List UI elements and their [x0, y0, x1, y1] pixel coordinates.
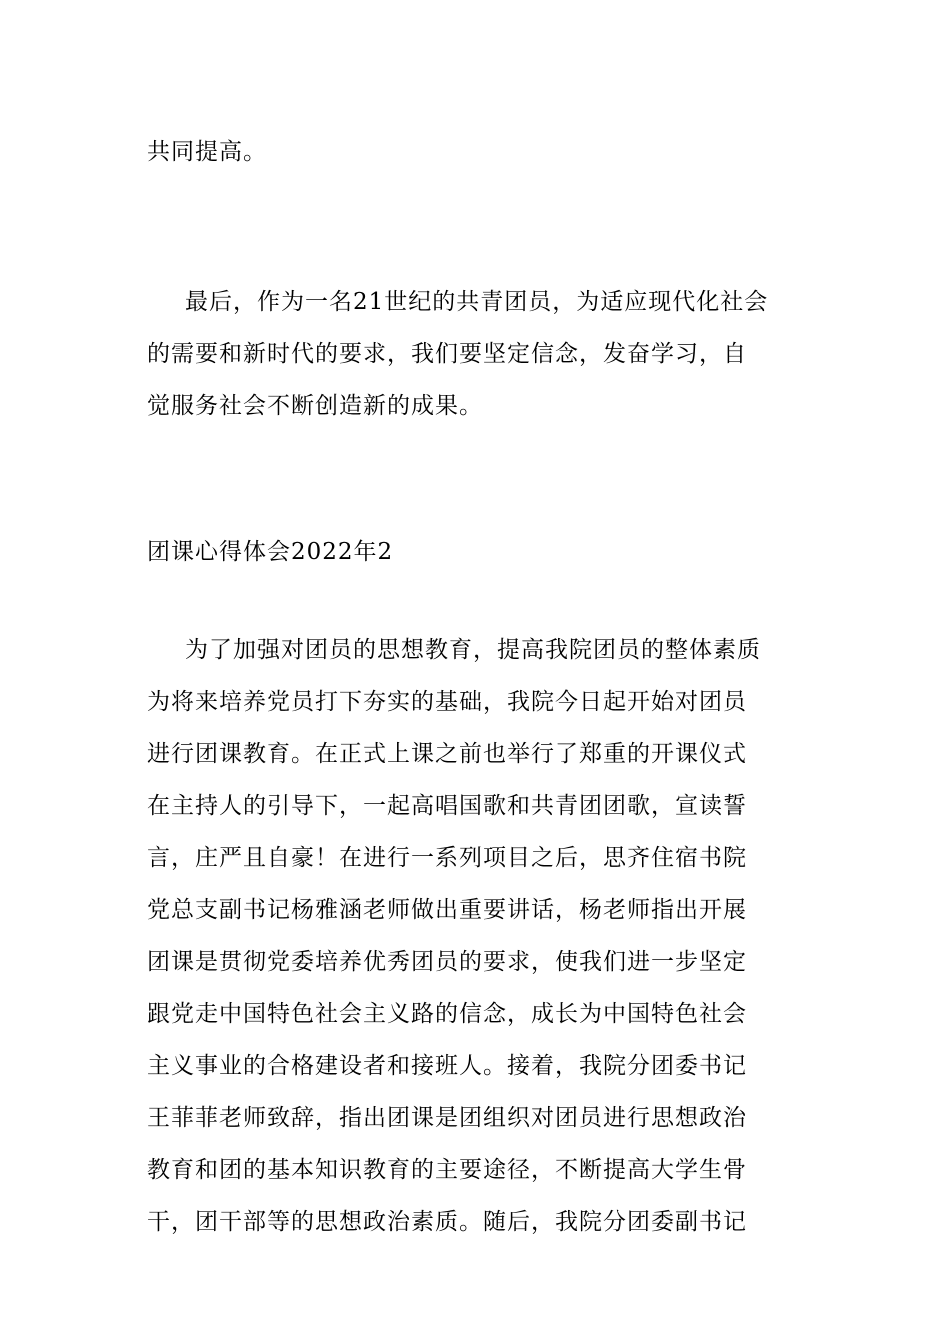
text-line: 最后，作为一名21世纪的共青团员，为适应现代化社会	[185, 289, 769, 315]
text-line: 觉服务社会不断创造新的成果。	[147, 393, 483, 419]
paragraph-conclusion	[147, 276, 807, 432]
text-line: 言，庄严且自豪！在进行一系列项目之后，思齐住宿书院	[147, 845, 747, 871]
text-line: 跟党走中国特色社会主义路的信念，成长为中国特色社会	[147, 1001, 747, 1027]
text-line: 团课是贯彻党委培养优秀团员的要求，使我们进一步坚定	[147, 949, 747, 975]
text-line: 教育和团的基本知识教育的主要途径，不断提高大学生骨	[147, 1157, 747, 1183]
text-line: 王菲菲老师致辞，指出团课是团组织对团员进行思想政治	[147, 1105, 747, 1131]
text-line: 党总支副书记杨雅涵老师做出重要讲话，杨老师指出开展	[147, 897, 747, 923]
text-line: 为了加强对团员的思想教育，提高我院团员的整体素质	[185, 637, 761, 663]
text-line: 共同提高。	[147, 139, 267, 165]
text-line: 进行团课教育。在正式上课之前也举行了郑重的开课仪式	[147, 741, 747, 767]
paragraph-body	[147, 624, 807, 1248]
text-line: 在主持人的引导下，一起高唱国歌和共青团团歌，宣读誓	[147, 793, 747, 819]
heading-text: 团课心得体会2022年2	[147, 539, 394, 565]
paragraph-continuation	[147, 126, 807, 178]
text-line: 主义事业的合格建设者和接班人。接着，我院分团委书记	[147, 1053, 747, 1079]
text-line: 干，团干部等的思想政治素质。随后，我院分团委副书记	[147, 1209, 747, 1235]
section-heading	[147, 526, 807, 578]
text-line: 的需要和新时代的要求，我们要坚定信念，发奋学习，自	[147, 341, 747, 367]
text-line: 为将来培养党员打下夯实的基础，我院今日起开始对团员	[147, 689, 747, 715]
